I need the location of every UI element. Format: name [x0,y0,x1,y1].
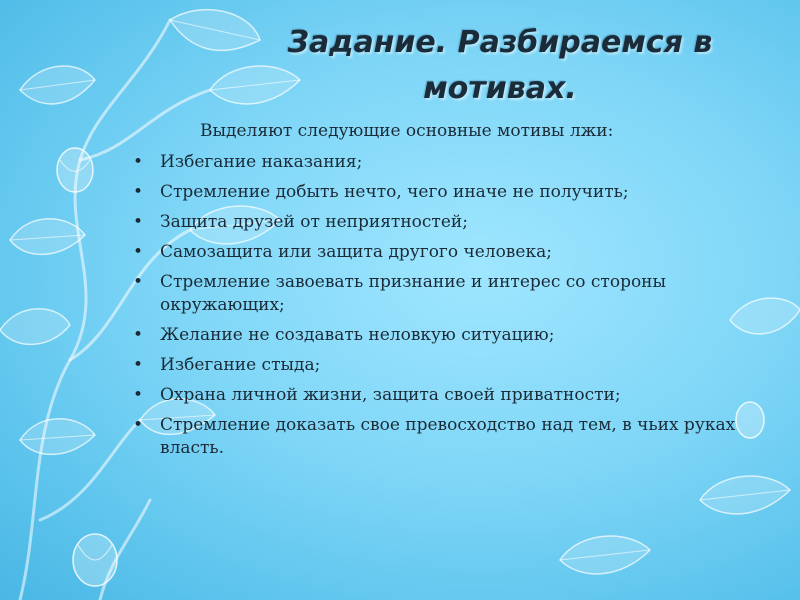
list-item: • Желание не создавать неловкую ситуацию; [160,324,770,347]
list-item: • Самозащита или защита другого человека; [160,241,770,264]
list-item: • Избегание стыда; [160,354,770,377]
list-item: • Стремление завоевать признание и интерес со стороны окружающих; [160,271,770,317]
slide-title-line-1: Задание. Разбираемся в [287,25,713,60]
list-item: • Защита друзей от неприятностей; [160,211,770,234]
list-item: • Охрана личной жизни, защита своей приватности; [160,384,770,407]
list-item: • Избегание наказания; [160,151,770,174]
slide-title-line-2: мотивах. [423,71,577,106]
slide-title [220,20,780,112]
list-item: • Стремление добыть нечто, чего иначе не получить; [160,181,770,204]
motives-list [160,151,770,467]
list-item: • Стремление доказать свое превосходство над тем, в чьих руках власть. [160,414,770,460]
intro-text: Выделяют следующие основные мотивы лжи: [200,121,614,141]
